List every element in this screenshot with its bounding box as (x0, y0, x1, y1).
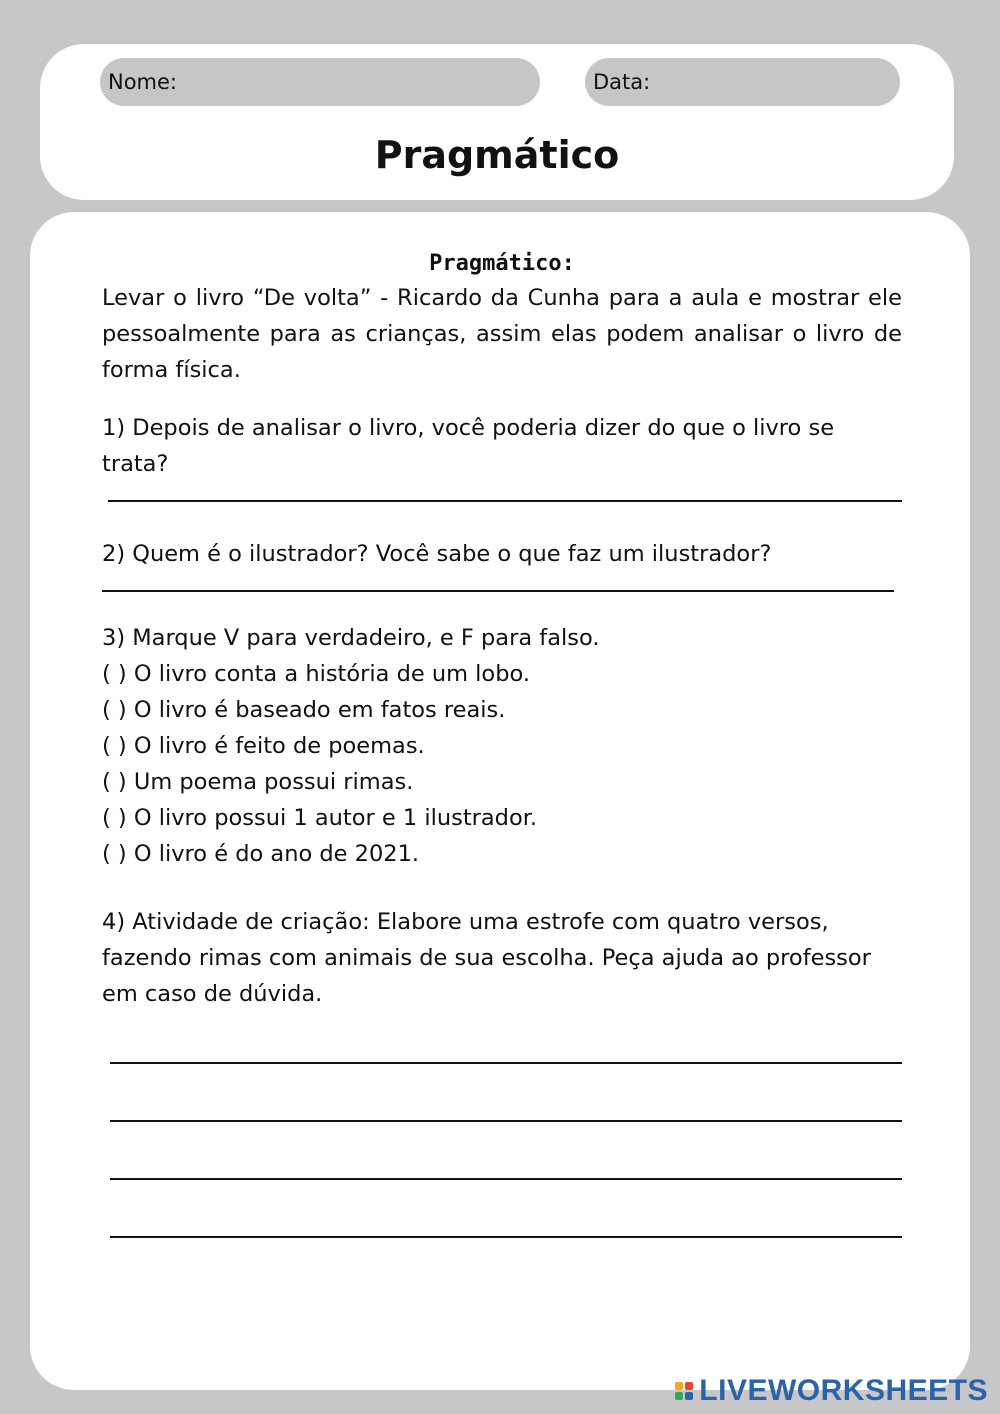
logo-text: LIVEWORKSHEETS (699, 1374, 988, 1407)
section-title: Pragmático: (429, 251, 575, 276)
worksheet-content (102, 248, 902, 1238)
tf-item[interactable]: ( ) O livro conta a história de um lobo. (102, 661, 531, 687)
answer-line-q1[interactable] (108, 500, 902, 502)
liveworksheets-logo (675, 1374, 988, 1408)
header-card (40, 44, 954, 200)
intro-text: Levar o livro “De volta” - Ricardo da Cunha para a aula e mostrar ele pessoalmente para as crianças, assim elas podem analisar o livro de forma física. (102, 285, 902, 383)
worksheet-body (30, 212, 970, 1390)
tf-item[interactable]: ( ) O livro possui 1 autor e 1 ilustrador. (102, 805, 538, 831)
tf-item[interactable]: ( ) Um poema possui rimas. (102, 769, 414, 795)
answer-line-q4-3[interactable] (110, 1178, 902, 1180)
true-false-list (102, 656, 902, 872)
tf-item[interactable]: ( ) O livro é feito de poemas. (102, 733, 425, 759)
tf-item[interactable]: ( ) O livro é baseado em fatos reais. (102, 697, 506, 723)
tf-item[interactable]: ( ) O livro é do ano de 2021. (102, 841, 420, 867)
answer-line-q4-2[interactable] (110, 1120, 902, 1122)
page-title: Pragmático (374, 133, 620, 177)
name-label: Nome: (108, 70, 178, 94)
question-4: 4) Atividade de criação: Elabore uma estrofe com quatro versos, fazendo rimas com animais de sua escolha. Peça ajuda ao professor em caso de dúvida. (102, 909, 871, 1007)
name-field[interactable] (100, 58, 540, 106)
date-field[interactable] (585, 58, 900, 106)
answer-line-q4-1[interactable] (110, 1062, 902, 1064)
date-label: Data: (593, 70, 651, 94)
question-3: 3) Marque V para verdadeiro, e F para falso. (102, 625, 600, 651)
answer-line-q4-4[interactable] (110, 1236, 902, 1238)
question-2: 2) Quem é o ilustrador? Você sabe o que faz um ilustrador? (102, 541, 772, 567)
answer-line-q2[interactable] (102, 590, 894, 592)
question-1: 1) Depois de analisar o livro, você poderia dizer do que o livro se trata? (102, 415, 835, 477)
logo-mark-icon (675, 1382, 693, 1400)
